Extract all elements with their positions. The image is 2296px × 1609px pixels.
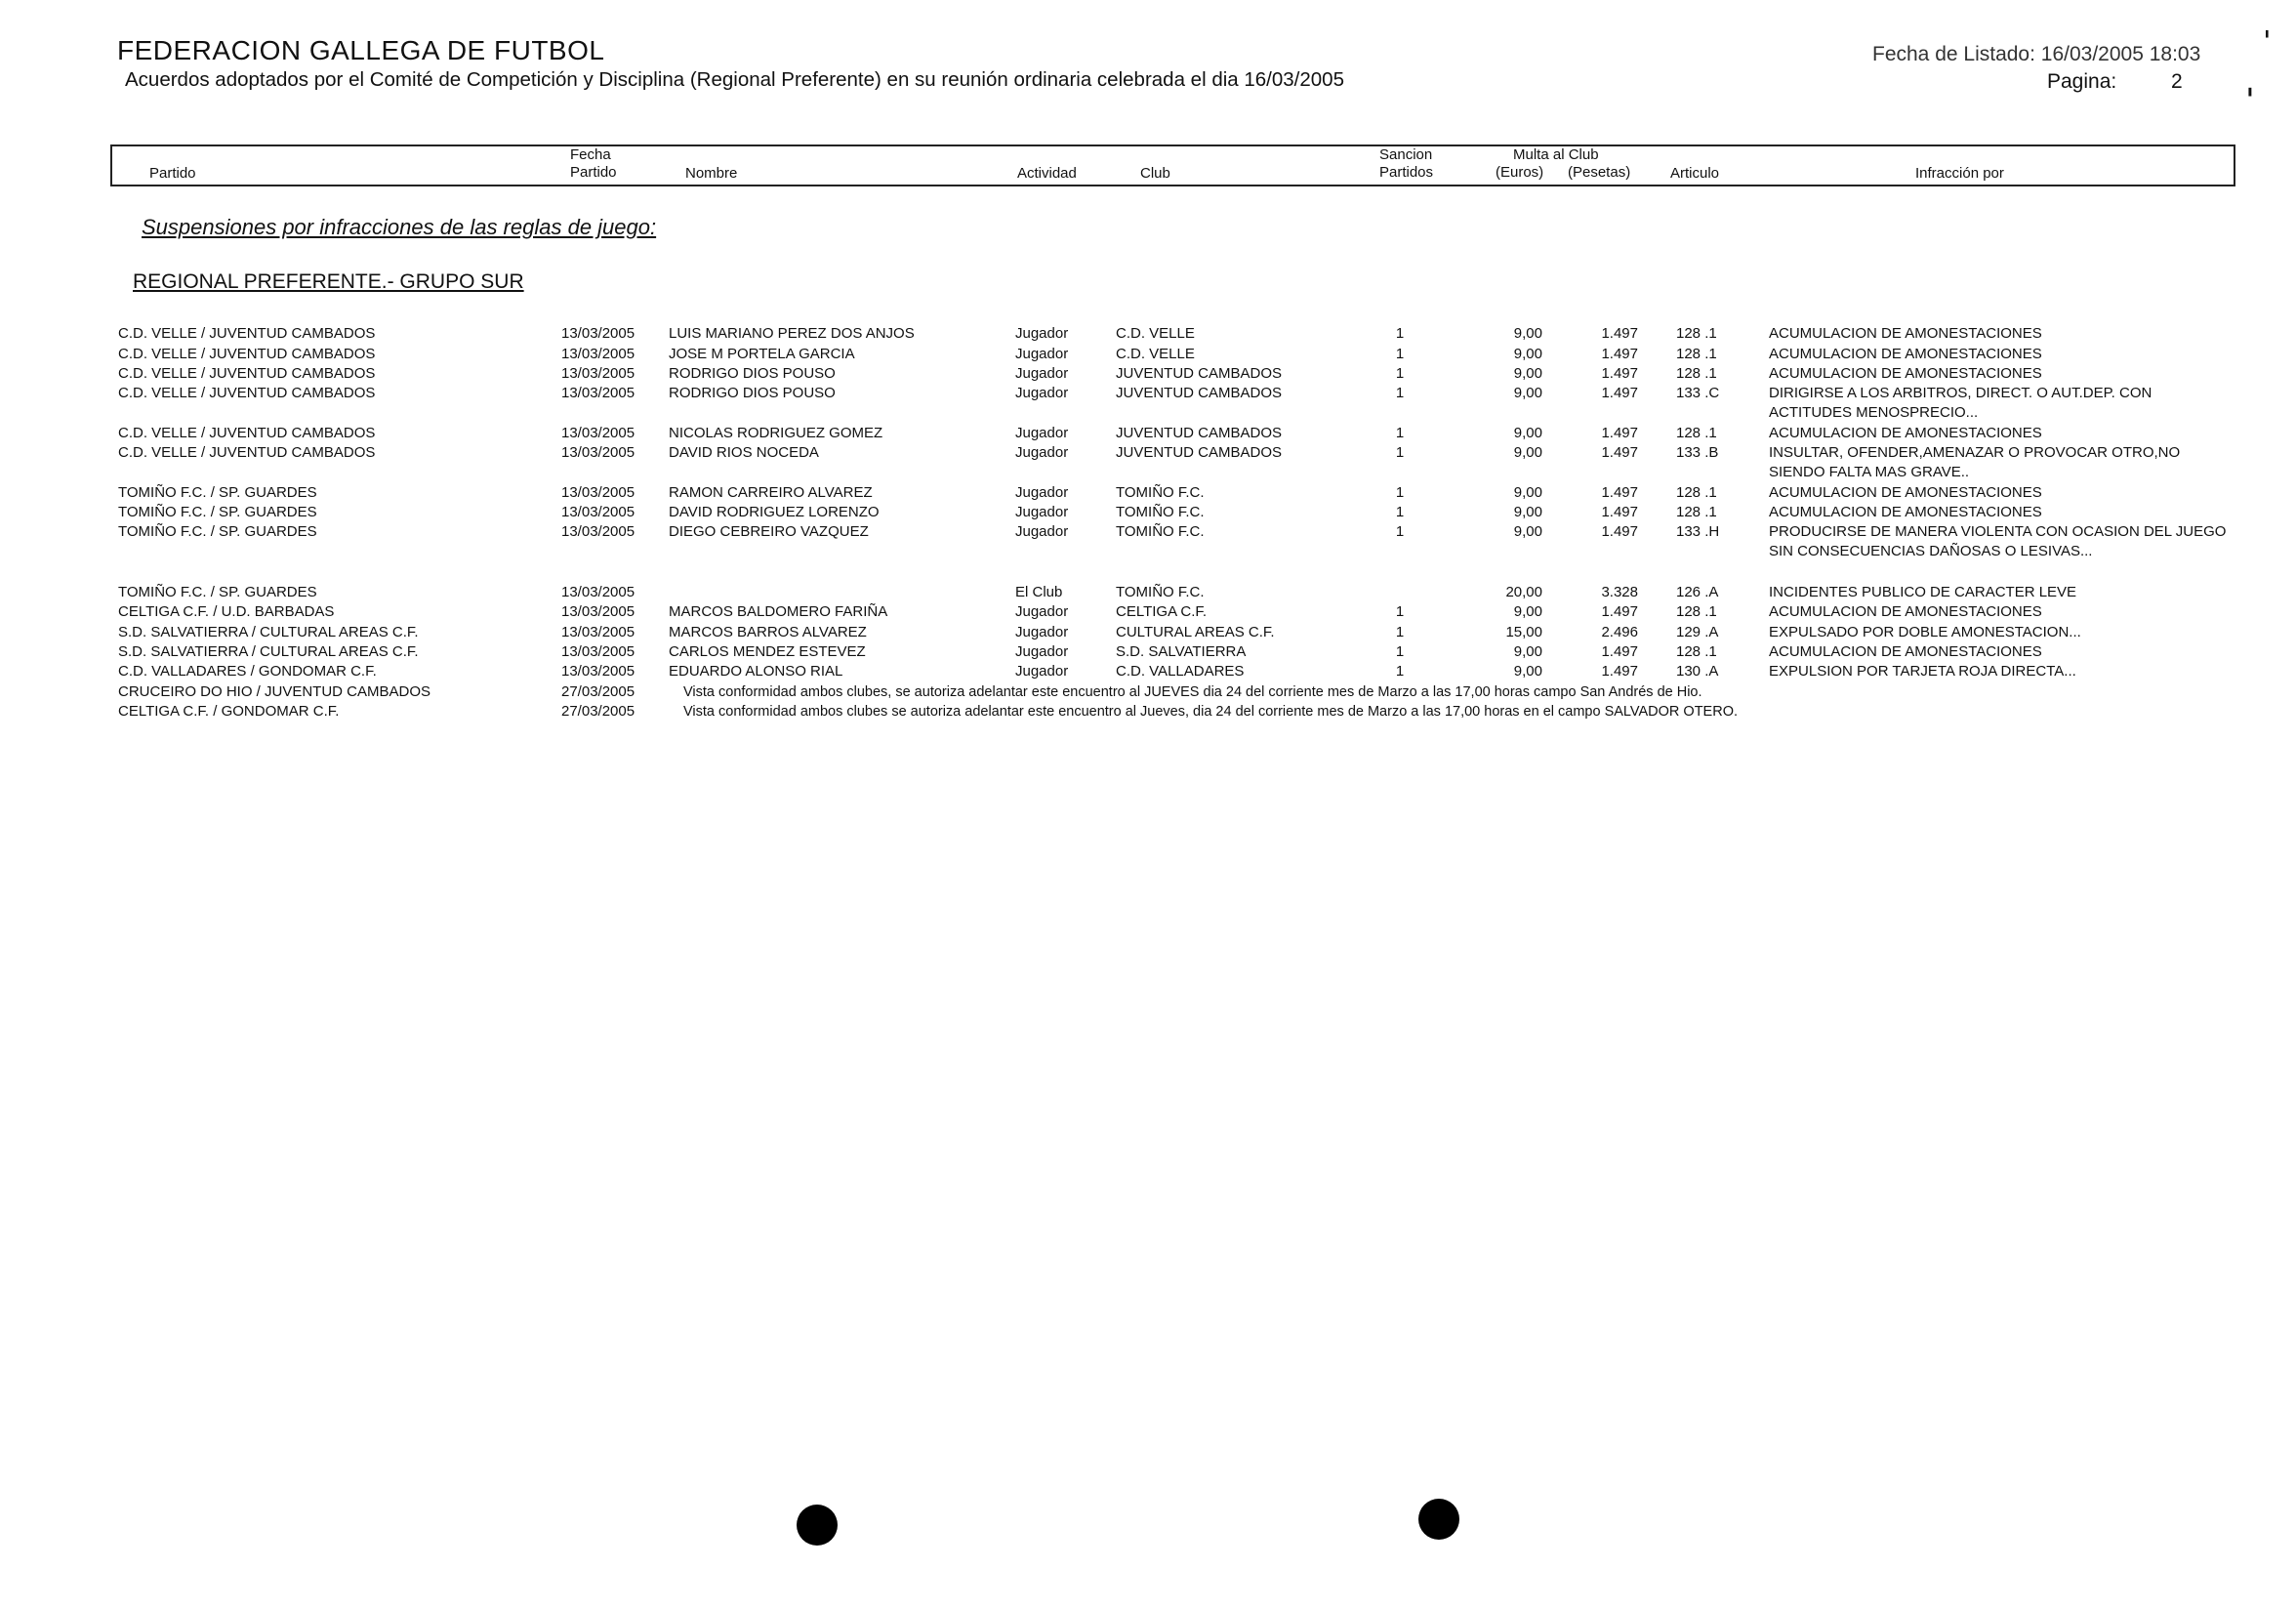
table-row bbox=[0, 522, 2296, 559]
cell-infraccion: ACUMULACION DE AMONESTACIONES bbox=[1769, 425, 2042, 441]
cell-club: JUVENTUD CAMBADOS bbox=[1116, 365, 1283, 382]
column-header-box bbox=[110, 144, 2235, 186]
cell-nombre: DAVID RODRIGUEZ LORENZO bbox=[669, 504, 880, 520]
cell-sancion: 1 bbox=[1395, 385, 1405, 401]
cell-partido: C.D. VELLE / JUVENTUD CAMBADOS bbox=[118, 365, 376, 382]
table-row bbox=[0, 662, 2296, 681]
cell-pesetas: 1.497 bbox=[1601, 425, 1638, 441]
cell-partido: C.D. VELLE / JUVENTUD CAMBADOS bbox=[118, 385, 376, 401]
cell-partido: C.D. VELLE / JUVENTUD CAMBADOS bbox=[118, 325, 376, 342]
cell-nombre: DIEGO CEBREIRO VAZQUEZ bbox=[669, 523, 869, 540]
cell-articulo: 133 .B bbox=[1676, 444, 1719, 461]
col-nombre: Nombre bbox=[685, 165, 738, 182]
cell-fecha: 13/03/2005 bbox=[561, 603, 636, 620]
cell-sancion: 1 bbox=[1395, 425, 1405, 441]
table-row bbox=[0, 623, 2296, 642]
table-row bbox=[0, 503, 2296, 522]
cell-club: CELTIGA C.F. bbox=[1116, 603, 1208, 620]
cell-partido: TOMIÑO F.C. / SP. GUARDES bbox=[118, 584, 317, 600]
group-title: REGIONAL PREFERENTE.- GRUPO SUR bbox=[133, 270, 524, 293]
cell-sancion: 1 bbox=[1395, 484, 1405, 501]
cell-infraccion: ACUMULACION DE AMONESTACIONES bbox=[1769, 346, 2042, 362]
cell-sancion: 1 bbox=[1395, 643, 1405, 660]
cell-club: TOMIÑO F.C. bbox=[1116, 523, 1205, 540]
cell-articulo: 128 .1 bbox=[1676, 504, 1717, 520]
cell-actividad: Jugador bbox=[1015, 523, 1069, 540]
cell-actividad: Jugador bbox=[1015, 325, 1069, 342]
note-row bbox=[0, 702, 2296, 722]
cell-sancion: 1 bbox=[1395, 624, 1405, 640]
cell-fecha: 13/03/2005 bbox=[561, 365, 636, 382]
cell-nombre: LUIS MARIANO PEREZ DOS ANJOS bbox=[669, 325, 915, 342]
cell-pesetas: 1.497 bbox=[1601, 504, 1638, 520]
document-title: FEDERACION GALLEGA DE FUTBOL bbox=[117, 35, 605, 65]
cell-fecha: 13/03/2005 bbox=[561, 425, 636, 441]
table-row bbox=[0, 602, 2296, 622]
table-row bbox=[0, 364, 2296, 384]
scan-mark-icon: ˈ bbox=[2263, 25, 2272, 58]
cell-partido: C.D. VELLE / JUVENTUD CAMBADOS bbox=[118, 346, 376, 362]
scan-mark-icon: ˈ bbox=[2245, 82, 2255, 119]
cell-sancion: 1 bbox=[1395, 325, 1405, 342]
cell-euros: 9,00 bbox=[1513, 504, 1542, 520]
cell-pesetas: 1.497 bbox=[1601, 385, 1638, 401]
page-number: 2 bbox=[2171, 70, 2183, 93]
cell-euros: 20,00 bbox=[1505, 584, 1542, 600]
cell-infraccion: ACUMULACION DE AMONESTACIONES bbox=[1769, 325, 2042, 342]
cell-articulo: 133 .H bbox=[1676, 523, 1720, 540]
document-subtitle: Acuerdos adoptados por el Comité de Competición y Disciplina (Regional Preferente) en su reunión ordinaria celebrada el dia 16/03/2005 bbox=[125, 68, 1344, 91]
cell-actividad: Jugador bbox=[1015, 603, 1069, 620]
cell-actividad: Jugador bbox=[1015, 365, 1069, 382]
cell-actividad: Jugador bbox=[1015, 346, 1069, 362]
cell-nombre: RODRIGO DIOS POUSO bbox=[669, 365, 836, 382]
cell-sancion: 1 bbox=[1395, 504, 1405, 520]
cell-club: TOMIÑO F.C. bbox=[1116, 484, 1205, 501]
note-row bbox=[0, 682, 2296, 702]
cell-pesetas: 3.328 bbox=[1601, 584, 1638, 600]
section-title: Suspensiones por infracciones de las reglas de juego: bbox=[142, 215, 657, 239]
cell-club: S.D. SALVATIERRA bbox=[1116, 643, 1247, 660]
cell-articulo: 130 .A bbox=[1676, 663, 1719, 680]
punch-hole-icon bbox=[797, 1505, 838, 1546]
cell-pesetas: 1.497 bbox=[1601, 484, 1638, 501]
note-text: Vista conformidad ambos clubes, se autoriza adelantar este encuentro al JUEVES dia 24 del corriente mes de Marzo a las 17,00 horas campo San Andrés de Hio. bbox=[683, 684, 1702, 700]
col-pesetas: (Pesetas) bbox=[1568, 164, 1631, 181]
cell-nombre: RAMON CARREIRO ALVAREZ bbox=[669, 484, 873, 501]
cell-club: TOMIÑO F.C. bbox=[1116, 504, 1205, 520]
cell-club: TOMIÑO F.C. bbox=[1116, 584, 1205, 600]
cell-fecha: 13/03/2005 bbox=[561, 346, 636, 362]
cell-partido: C.D. VELLE / JUVENTUD CAMBADOS bbox=[118, 425, 376, 441]
cell-partido: TOMIÑO F.C. / SP. GUARDES bbox=[118, 523, 317, 540]
cell-articulo: 128 .1 bbox=[1676, 643, 1717, 660]
note-partido: CRUCEIRO DO HIO / JUVENTUD CAMBADOS bbox=[118, 683, 431, 700]
col-euros: (Euros) bbox=[1496, 164, 1544, 181]
cell-infraccion: PRODUCIRSE DE MANERA VIOLENTA CON OCASION DEL JUEGO SIN CONSECUENCIAS DAÑOSAS O LESIVAS... bbox=[1769, 523, 2227, 559]
cell-euros: 9,00 bbox=[1513, 444, 1542, 461]
table-row bbox=[0, 424, 2296, 443]
cell-infraccion: ACUMULACION DE AMONESTACIONES bbox=[1769, 365, 2042, 382]
cell-fecha: 13/03/2005 bbox=[561, 385, 636, 401]
cell-infraccion: EXPULSADO POR DOBLE AMONESTACION... bbox=[1769, 624, 2081, 640]
cell-euros: 9,00 bbox=[1513, 325, 1542, 342]
col-fecha: Fecha bbox=[570, 146, 611, 163]
cell-fecha: 13/03/2005 bbox=[561, 484, 636, 501]
cell-fecha: 13/03/2005 bbox=[561, 504, 636, 520]
cell-fecha: 13/03/2005 bbox=[561, 624, 636, 640]
cell-nombre: CARLOS MENDEZ ESTEVEZ bbox=[669, 643, 866, 660]
cell-actividad: Jugador bbox=[1015, 484, 1069, 501]
cell-articulo: 128 .1 bbox=[1676, 425, 1717, 441]
note-fecha: 27/03/2005 bbox=[561, 703, 636, 720]
table-row bbox=[0, 443, 2296, 480]
cell-pesetas: 2.496 bbox=[1601, 624, 1638, 640]
table-row bbox=[0, 483, 2296, 503]
col-partido: Partido bbox=[149, 165, 196, 182]
cell-partido: C.D. VALLADARES / GONDOMAR C.F. bbox=[118, 663, 377, 680]
cell-nombre: MARCOS BALDOMERO FARIÑA bbox=[669, 603, 888, 620]
cell-infraccion: EXPULSION POR TARJETA ROJA DIRECTA... bbox=[1769, 663, 2076, 680]
cell-articulo: 126 .A bbox=[1676, 584, 1719, 600]
table-row bbox=[0, 345, 2296, 364]
cell-club: C.D. VALLADARES bbox=[1116, 663, 1245, 680]
cell-euros: 9,00 bbox=[1513, 346, 1542, 362]
cell-euros: 15,00 bbox=[1505, 624, 1542, 640]
cell-club: JUVENTUD CAMBADOS bbox=[1116, 444, 1283, 461]
cell-nombre: NICOLAS RODRIGUEZ GOMEZ bbox=[669, 425, 883, 441]
col-fecha-partido: Partido bbox=[570, 164, 617, 181]
cell-club: C.D. VELLE bbox=[1116, 325, 1195, 342]
table-row bbox=[0, 324, 2296, 344]
cell-articulo: 128 .1 bbox=[1676, 346, 1717, 362]
cell-infraccion: INSULTAR, OFENDER,AMENAZAR O PROVOCAR OTRO,NO SIENDO FALTA MAS GRAVE.. bbox=[1769, 444, 2181, 480]
cell-fecha: 13/03/2005 bbox=[561, 523, 636, 540]
cell-sancion: 1 bbox=[1395, 444, 1405, 461]
page-label: Pagina: bbox=[2047, 70, 2117, 93]
cell-euros: 9,00 bbox=[1513, 663, 1542, 680]
cell-pesetas: 1.497 bbox=[1601, 346, 1638, 362]
cell-actividad: Jugador bbox=[1015, 425, 1069, 441]
note-fecha: 27/03/2005 bbox=[561, 683, 636, 700]
cell-euros: 9,00 bbox=[1513, 484, 1542, 501]
table-row bbox=[0, 384, 2296, 421]
cell-partido: C.D. VELLE / JUVENTUD CAMBADOS bbox=[118, 444, 376, 461]
cell-articulo: 133 .C bbox=[1676, 385, 1720, 401]
cell-pesetas: 1.497 bbox=[1601, 643, 1638, 660]
cell-partido: S.D. SALVATIERRA / CULTURAL AREAS C.F. bbox=[118, 643, 419, 660]
cell-actividad: Jugador bbox=[1015, 444, 1069, 461]
note-partido: CELTIGA C.F. / GONDOMAR C.F. bbox=[118, 703, 340, 720]
cell-fecha: 13/03/2005 bbox=[561, 663, 636, 680]
cell-articulo: 128 .1 bbox=[1676, 484, 1717, 501]
cell-fecha: 13/03/2005 bbox=[561, 444, 636, 461]
cell-actividad: Jugador bbox=[1015, 663, 1069, 680]
cell-euros: 9,00 bbox=[1513, 643, 1542, 660]
cell-euros: 9,00 bbox=[1513, 365, 1542, 382]
cell-euros: 9,00 bbox=[1513, 523, 1542, 540]
cell-pesetas: 1.497 bbox=[1601, 444, 1638, 461]
col-sancion: Sancion bbox=[1379, 146, 1433, 163]
cell-infraccion: DIRIGIRSE A LOS ARBITROS, DIRECT. O AUT.DEP. CON ACTITUDES MENOSPRECIO... bbox=[1769, 385, 2152, 421]
cell-actividad: Jugador bbox=[1015, 624, 1069, 640]
table-row bbox=[0, 583, 2296, 602]
col-sancion-partidos: Partidos bbox=[1379, 164, 1434, 181]
cell-pesetas: 1.497 bbox=[1601, 523, 1638, 540]
cell-actividad: El Club bbox=[1015, 584, 1063, 600]
cell-infraccion: ACUMULACION DE AMONESTACIONES bbox=[1769, 504, 2042, 520]
listing-date: Fecha de Listado: 16/03/2005 18:03 bbox=[1872, 43, 2201, 65]
col-actividad: Actividad bbox=[1017, 165, 1077, 182]
cell-sancion: 1 bbox=[1395, 346, 1405, 362]
punch-hole-icon bbox=[1418, 1499, 1459, 1540]
cell-club: C.D. VELLE bbox=[1116, 346, 1195, 362]
cell-nombre: MARCOS BARROS ALVAREZ bbox=[669, 624, 867, 640]
note-text: Vista conformidad ambos clubes se autoriza adelantar este encuentro al Jueves, dia 24 del corriente mes de Marzo a las 17,00 horas en el campo SALVADOR OTERO. bbox=[683, 704, 1739, 720]
cell-actividad: Jugador bbox=[1015, 385, 1069, 401]
cell-actividad: Jugador bbox=[1015, 643, 1069, 660]
cell-pesetas: 1.497 bbox=[1601, 365, 1638, 382]
col-club: Club bbox=[1140, 165, 1170, 182]
cell-articulo: 128 .1 bbox=[1676, 365, 1717, 382]
cell-sancion: 1 bbox=[1395, 603, 1405, 620]
cell-partido: TOMIÑO F.C. / SP. GUARDES bbox=[118, 484, 317, 501]
cell-club: JUVENTUD CAMBADOS bbox=[1116, 385, 1283, 401]
cell-nombre: EDUARDO ALONSO RIAL bbox=[669, 663, 843, 680]
table-row bbox=[0, 642, 2296, 662]
col-infraccion: Infracción por bbox=[1915, 165, 2004, 182]
cell-nombre: DAVID RIOS NOCEDA bbox=[669, 444, 819, 461]
cell-euros: 9,00 bbox=[1513, 385, 1542, 401]
cell-sancion: 1 bbox=[1395, 523, 1405, 540]
cell-infraccion: ACUMULACION DE AMONESTACIONES bbox=[1769, 643, 2042, 660]
cell-fecha: 13/03/2005 bbox=[561, 584, 636, 600]
cell-club: JUVENTUD CAMBADOS bbox=[1116, 425, 1283, 441]
cell-euros: 9,00 bbox=[1513, 603, 1542, 620]
cell-partido: CELTIGA C.F. / U.D. BARBADAS bbox=[118, 603, 335, 620]
cell-pesetas: 1.497 bbox=[1601, 603, 1638, 620]
cell-articulo: 128 .1 bbox=[1676, 325, 1717, 342]
cell-sancion: 1 bbox=[1395, 365, 1405, 382]
cell-fecha: 13/03/2005 bbox=[561, 643, 636, 660]
cell-pesetas: 1.497 bbox=[1601, 663, 1638, 680]
cell-euros: 9,00 bbox=[1513, 425, 1542, 441]
cell-infraccion: ACUMULACION DE AMONESTACIONES bbox=[1769, 484, 2042, 501]
cell-pesetas: 1.497 bbox=[1601, 325, 1638, 342]
cell-nombre: RODRIGO DIOS POUSO bbox=[669, 385, 836, 401]
cell-actividad: Jugador bbox=[1015, 504, 1069, 520]
col-articulo: Articulo bbox=[1670, 165, 1720, 182]
cell-partido: TOMIÑO F.C. / SP. GUARDES bbox=[118, 504, 317, 520]
cell-infraccion: ACUMULACION DE AMONESTACIONES bbox=[1769, 603, 2042, 620]
cell-club: CULTURAL AREAS C.F. bbox=[1116, 624, 1275, 640]
cell-articulo: 129 .A bbox=[1676, 624, 1719, 640]
cell-partido: S.D. SALVATIERRA / CULTURAL AREAS C.F. bbox=[118, 624, 419, 640]
cell-infraccion: INCIDENTES PUBLICO DE CARACTER LEVE bbox=[1769, 584, 2077, 600]
cell-nombre: JOSE M PORTELA GARCIA bbox=[669, 346, 855, 362]
cell-sancion: 1 bbox=[1395, 663, 1405, 680]
cell-fecha: 13/03/2005 bbox=[561, 325, 636, 342]
cell-articulo: 128 .1 bbox=[1676, 603, 1717, 620]
col-multa: Multa al Club bbox=[1513, 146, 1599, 163]
